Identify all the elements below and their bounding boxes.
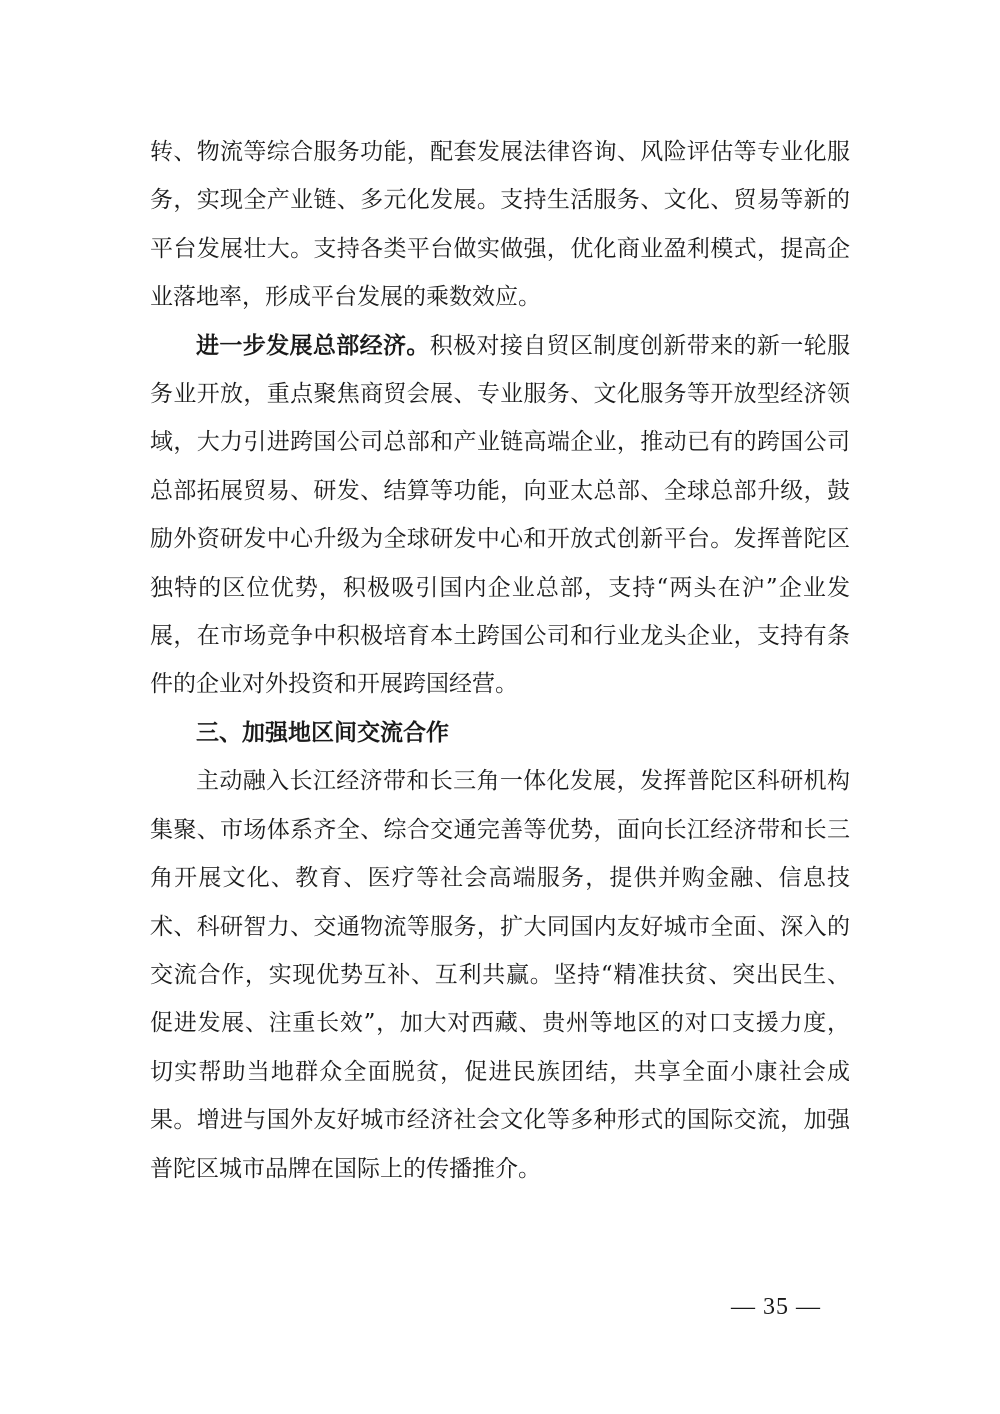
paragraph-continuation [150, 128, 850, 322]
paragraph-text: 积极对接自贸区制度创新带来的新一轮服务业开放，重点聚焦商贸会展、专业服务、文化服务等开放型经济领域，大力引进跨国公司总部和产业链高端企业，推动已有的跨国公司总部拓展贸易、研发、结算等功能，向亚太总部、全球总部升级，鼓励外资研发中心升级为全球研发中心和开放式创新平台。发挥普陀区独特的区位优势，积极吸引国内企业总部，支持“两头在沪”企业发展，在市场竞争中积极培育本土跨国公司和行业龙头企业，支持有条件的企业对外投资和开展跨国经营。 [150, 332, 851, 698]
paragraph-text: 转、物流等综合服务功能，配套发展法律咨询、风险评估等专业化服务，实现全产业链、多元化发展。支持生活服务、文化、贸易等新的平台发展壮大。支持各类平台做实做强，优化商业盈利模式，提高企业落地率，形成平台发展的乘数效应。 [150, 139, 850, 311]
paragraph-lead-heading: 进一步发展总部经济。 [196, 332, 430, 359]
document-body [150, 128, 850, 1193]
section-heading: 三、加强地区间交流合作 [196, 719, 449, 746]
paragraph-headquarters-economy [150, 322, 850, 709]
paragraph-regional-cooperation [150, 757, 850, 1193]
paragraph-text: 主动融入长江经济带和长三角一体化发展，发挥普陀区科研机构集聚、市场体系齐全、综合交通完善等优势，面向长江经济带和长三角开展文化、教育、医疗等社会高端服务，提供并购金融、信息技术、科研智力、交通物流等服务，扩大同国内友好城市全面、深入的交流合作，实现优势互补、互利共赢。坚持“精准扶贫、突出民生、促进发展、注重长效”，加大对西藏、贵州等地区的对口支援力度，切实帮助当地群众全面脱贫，促进民族团结，共享全面小康社会成果。增进与国外友好城市经济社会文化等多种形式的国际交流，加强普陀区城市品牌在国际上的传播推介。 [150, 768, 850, 1182]
page-number: — 35 — [731, 1294, 821, 1320]
